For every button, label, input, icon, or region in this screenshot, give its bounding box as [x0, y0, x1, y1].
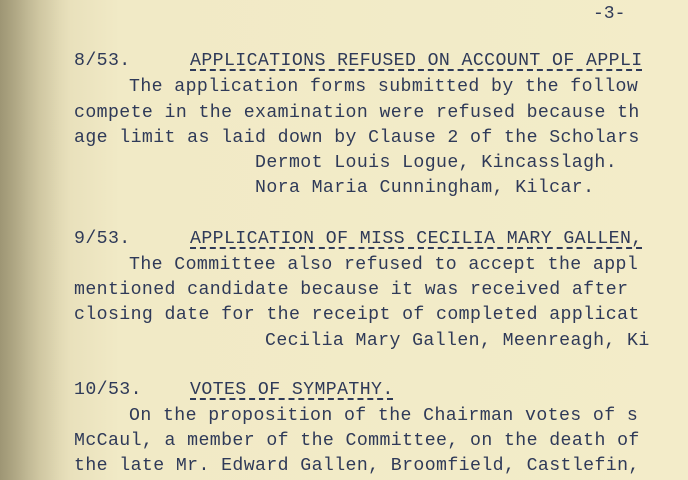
applicant-name: Cecilia Mary Gallen, Meenreagh, Ki: [265, 331, 650, 351]
paragraph-line: On the proposition of the Chairman votes of s: [129, 406, 639, 426]
minute-number-9-53: 9/53.: [74, 229, 131, 249]
paragraph-line: age limit as laid down by Clause 2 of the Scholars: [74, 128, 640, 148]
paragraph-line: compete in the examination were refused because th: [74, 103, 640, 123]
paragraph-line: mentioned candidate because it was received after: [74, 280, 629, 300]
paragraph-line: McCaul, a member of the Committee, on the death of: [74, 431, 640, 451]
paragraph-line: The application forms submitted by the follow: [129, 77, 639, 97]
minute-heading-applications-refused: APPLICATIONS REFUSED ON ACCOUNT OF APPLI: [190, 51, 643, 71]
minute-number-8-53: 8/53.: [74, 51, 131, 71]
minute-heading-votes-of-sympathy: VOTES OF SYMPATHY.: [190, 380, 394, 400]
minute-number-10-53: 10/53.: [74, 380, 142, 400]
applicant-name: Dermot Louis Logue, Kincasslagh.: [255, 153, 618, 173]
applicant-name: Nora Maria Cunningham, Kilcar.: [255, 178, 595, 198]
page-number: -3-: [593, 4, 626, 24]
binding-shadow: [0, 0, 70, 480]
minute-heading-application-gallen: APPLICATION OF MISS CECILIA MARY GALLEN,: [190, 229, 643, 249]
paragraph-line: The Committee also refused to accept the appl: [129, 255, 639, 275]
paragraph-line: the late Mr. Edward Gallen, Broomfield, Castlefin,: [74, 456, 640, 476]
paragraph-line: closing date for the receipt of completed applicat: [74, 305, 640, 325]
